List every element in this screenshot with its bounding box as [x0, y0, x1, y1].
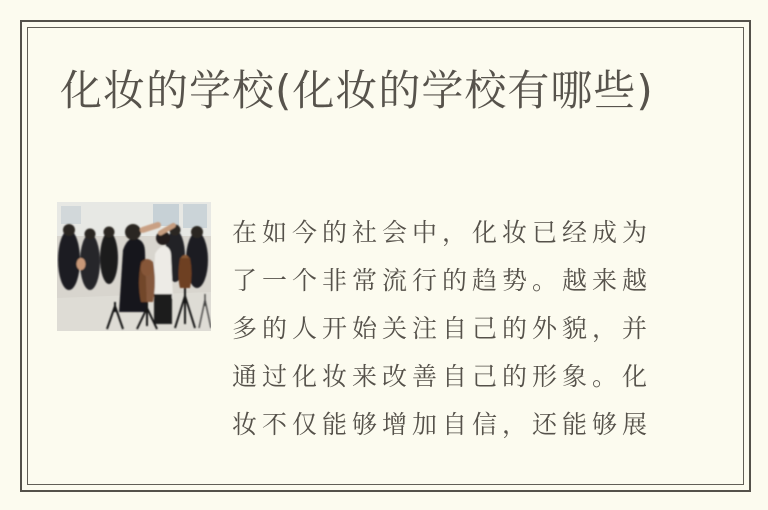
paragraph-line: 多的人开始关注自己的外貌，并	[232, 314, 653, 343]
article-card-outer-border	[20, 20, 751, 492]
article-card	[27, 27, 744, 485]
paragraph-line: 了一个非常流行的趋势。越来越	[232, 266, 653, 295]
paragraph-line: 通过化妆来改善自己的形象。化	[232, 362, 653, 391]
makeup-school-classroom-photo	[57, 202, 211, 331]
article-body	[232, 209, 668, 449]
article-title: 化妆的学校(化妆的学校有哪些)	[60, 66, 654, 115]
paragraph-line: 妆不仅能够增加自信，还能够展	[232, 410, 653, 439]
article-image	[57, 202, 211, 331]
paragraph-line: 在如今的社会中，化妆已经成为	[232, 218, 653, 247]
